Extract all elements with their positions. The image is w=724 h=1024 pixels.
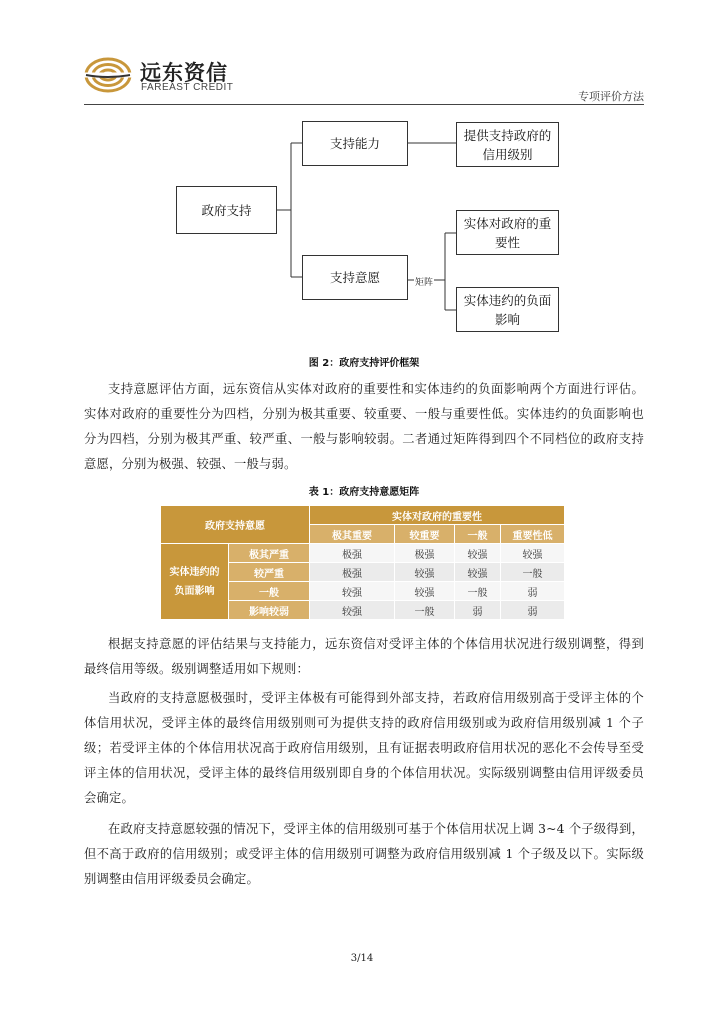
table-corner-header: 政府支持意愿 xyxy=(161,506,310,544)
table-cell: 弱 xyxy=(501,582,565,601)
table-cell: 较强 xyxy=(455,544,501,563)
diagram-connectors xyxy=(0,0,724,360)
table-row-header: 较严重 xyxy=(229,563,310,582)
table-cell: 极强 xyxy=(310,563,395,582)
table-col-group-header: 实体对政府的重要性 xyxy=(310,506,565,525)
diagram-node-ability: 支持能力 xyxy=(302,121,408,166)
diagram-node-govt-rating: 提供支持政府的信用级别 xyxy=(456,122,559,167)
diagram-node-importance: 实体对政府的重要性 xyxy=(456,210,559,255)
company-name-en: FAREAST CREDIT xyxy=(141,82,234,93)
table-cell: 一般 xyxy=(395,601,455,620)
table-cell: 极强 xyxy=(310,544,395,563)
support-willingness-matrix xyxy=(160,505,565,620)
table-col-header: 重要性低 xyxy=(501,525,565,544)
table-cell: 弱 xyxy=(501,601,565,620)
paragraph-very-strong-support: 当政府的支持意愿极强时，受评主体极有可能得到外部支持，若政府信用级别高于受评主体的个体信用状况，受评主体的最终信用级别则可为提供支持的政府信用级别或为政府信用级别减 1 个子级；若受评主体的个体信用状况高于政府信用级别，且有证据表明政府信用状况的恶化不会传导至受评主体的信用状况，受评主体的最终信用级别即自身的个体信用状况。实际级别调整由信用评级委员会确定。 xyxy=(84,691,644,805)
table-cell: 较强 xyxy=(395,582,455,601)
page-number: 3/14 xyxy=(350,953,374,964)
table-cell: 一般 xyxy=(455,582,501,601)
table-row-header: 影响较弱 xyxy=(229,601,310,620)
table-row-header: 一般 xyxy=(229,582,310,601)
table-row-header: 极其严重 xyxy=(229,544,310,563)
diagram-node-willingness: 支持意愿 xyxy=(302,255,408,300)
paragraph-strong-support: 在政府支持意愿较强的情况下，受评主体的信用级别可基于个体信用状况上调 3~4 个子级得到，但不高于政府的信用级别；或受评主体的信用级别可调整为政府信用级别减 1 个子级及以下。实际级别调整由信用评级委员会确定。 xyxy=(84,822,644,886)
table-row xyxy=(161,544,565,563)
diagram-node-root: 政府支持 xyxy=(176,186,277,234)
diagram-matrix-label: 矩阵 xyxy=(414,275,434,288)
table-row-group-header: 实体违约的负面影响 xyxy=(161,544,229,620)
table-cell: 较强 xyxy=(395,563,455,582)
table-cell: 较强 xyxy=(310,582,395,601)
company-name-cn: 远东资信 xyxy=(140,61,228,85)
paragraph-willingness-assessment: 支持意愿评估方面，远东资信从实体对政府的重要性和实体违约的负面影响两个方面进行评估。实体对政府的重要性分为四档，分别为极其重要、较重要、一般与重要性低。实体违约的负面影响也分为四档，分别为极其严重、较严重、一般与影响较弱。二者通过矩阵得到四个不同档位的政府支持意愿，分别为极强、较强、一般与弱。 xyxy=(84,382,644,471)
table-cell: 较强 xyxy=(455,563,501,582)
table-cell: 弱 xyxy=(455,601,501,620)
figure-caption: 图 2：政府支持评价框架 xyxy=(308,358,420,369)
diagram-node-default-impact: 实体违约的负面影响 xyxy=(456,287,559,332)
table-cell: 较强 xyxy=(310,601,395,620)
paragraph-rating-adjustment: 根据支持意愿的评估结果与支持能力，远东资信对受评主体的个体信用状况进行级别调整，得到最终信用等级。级别调整适用如下规则： xyxy=(84,637,644,676)
table-col-header: 极其重要 xyxy=(310,525,395,544)
document-type: 专项评价方法 xyxy=(578,90,644,103)
table-cell: 较强 xyxy=(501,544,565,563)
table-cell: 极强 xyxy=(395,544,455,563)
table-col-header: 较重要 xyxy=(395,525,455,544)
table-col-header: 一般 xyxy=(455,525,501,544)
table-caption: 表 1：政府支持意愿矩阵 xyxy=(308,487,420,498)
table-cell: 一般 xyxy=(501,563,565,582)
